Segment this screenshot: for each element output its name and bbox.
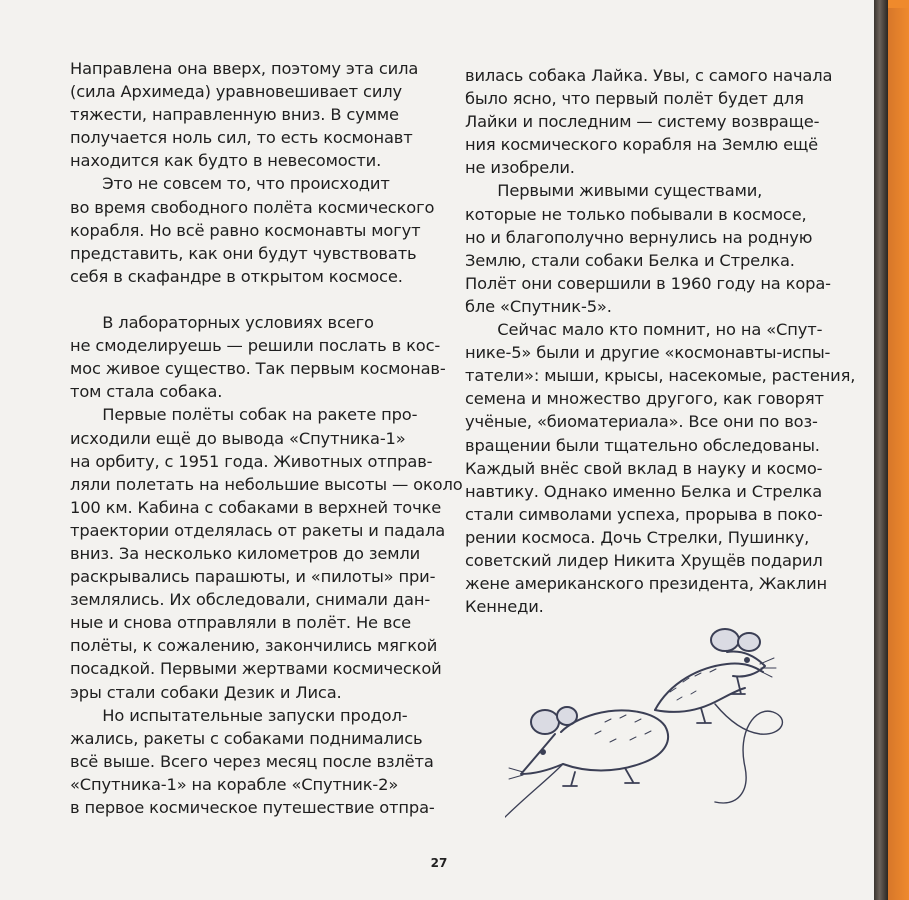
page-number: 27 (430, 856, 448, 870)
text-line: но и благополучно вернулись на родную (465, 227, 813, 247)
text-line: татели»: мыши, крысы, насекомые, растения, (465, 366, 856, 386)
text-line: которые не только побывали в космосе, (465, 204, 807, 224)
upper-mouse-drawing (655, 629, 782, 803)
text-line: «Спутника-1» на корабле «Спутник-2» (70, 774, 399, 794)
text-line: в первое космическое путешествие отпра- (70, 798, 435, 817)
text-line: Первые полёты собак на ракете про- (70, 405, 418, 425)
text-line: том стала собака. (70, 382, 223, 402)
text-line: Землю, стали собаки Белка и Стрелка. (465, 250, 795, 270)
text-line: раскрывались парашюты, и «пилоты» при- (70, 567, 436, 587)
text-line: тяжести, направленную вниз. В сумме (70, 105, 399, 125)
text-column-right (465, 64, 856, 618)
text-line: Кеннеди. (465, 597, 544, 617)
text-line: землялись. Их обследовали, снимали дан- (70, 590, 431, 610)
lower-mouse-drawing (505, 707, 668, 822)
text-line: Сейчас мало кто помнит, но на «Спут- (465, 320, 823, 340)
text-line: во время свободного полёта космического (70, 197, 435, 217)
text-line: было ясно, что первый полёт будет для (465, 89, 804, 109)
text-line: навтику. Однако именно Белка и Стрелка (465, 481, 823, 501)
text-line: семена и множество другого, как говорят (465, 389, 824, 409)
text-line: нике-5» были и другие «космонавты-испы- (465, 343, 831, 363)
text-line: траектории отделялась от ракеты и падала (70, 520, 446, 540)
text-line: Первыми живыми существами, (465, 181, 763, 201)
text-line: Полёт они совершили в 1960 году на кора- (465, 273, 831, 293)
text-line: находится как будто в невесомости. (70, 151, 382, 171)
text-line: вниз. За несколько километров до земли (70, 543, 421, 563)
text-line: Направлена она вверх, поэтому эта сила (70, 59, 419, 78)
text-line: представить, как они будут чувствовать (70, 243, 417, 263)
text-line: исходили ещё до вывода «Спутника-1» (70, 428, 406, 448)
text-line: эры стали собаки Дезик и Лиса. (70, 682, 342, 702)
book-gutter (874, 0, 888, 900)
text-line: не изобрели. (465, 158, 575, 178)
text-line: ляли полетать на небольшие высоты — около (70, 474, 463, 494)
text-line: корабля. Но всё равно космонавты могут (70, 220, 421, 240)
text-line: советский лидер Никита Хрущёв подарил (465, 550, 823, 570)
text-line: не смоделируешь — решили послать в кос- (70, 336, 441, 356)
text-line: вилась собака Лайка. Увы, с самого начала (465, 66, 833, 85)
text-line: всё выше. Всего через месяц после взлёта (70, 751, 434, 771)
text-line: вращении были тщательно обследованы. (465, 435, 820, 455)
text-line: 100 км. Кабина с собаками в верхней точке (70, 497, 442, 517)
text-line: полёты, к сожалению, закончились мягкой (70, 636, 438, 656)
text-line: ния космического корабля на Землю ещё (465, 135, 819, 155)
paragraph-gap (70, 288, 450, 311)
text-line: себя в скафандре в открытом космосе. (70, 266, 403, 286)
text-line: рении космоса. Дочь Стрелки, Пушинку, (465, 527, 810, 547)
text-line: мос живое существо. Так первым космонав- (70, 359, 446, 379)
text-line: Каждый внёс свой вклад в науку и космо- (465, 458, 823, 478)
text-line: Лайки и последним — систему возвраще- (465, 112, 820, 132)
text-line: жались, ракеты с собаками поднимались (70, 728, 423, 748)
text-line: на орбиту, с 1951 года. Животных отправ- (70, 451, 433, 471)
text-line: Это не совсем то, что происходит (70, 174, 390, 194)
text-line: получается ноль сил, то есть космонавт (70, 128, 413, 148)
text-line: Но испытательные запуски продол- (70, 705, 408, 725)
text-line: В лабораторных условиях всего (70, 313, 374, 333)
text-line: ные и снова отправляли в полёт. Не все (70, 613, 412, 633)
book-cover-edge (888, 8, 909, 900)
text-line: (сила Архимеда) уравновешивает силу (70, 82, 403, 102)
text-column-left (70, 57, 463, 819)
text-line: жене американского президента, Жаклин (465, 574, 828, 594)
mice-illustration (505, 622, 795, 827)
text-line: стали символами успеха, прорыва в поко- (465, 504, 823, 524)
text-line: учёные, «биоматериала». Все они по воз- (465, 412, 818, 432)
text-line: посадкой. Первыми жертвами космической (70, 659, 442, 679)
text-line: бле «Спутник-5». (465, 296, 612, 316)
